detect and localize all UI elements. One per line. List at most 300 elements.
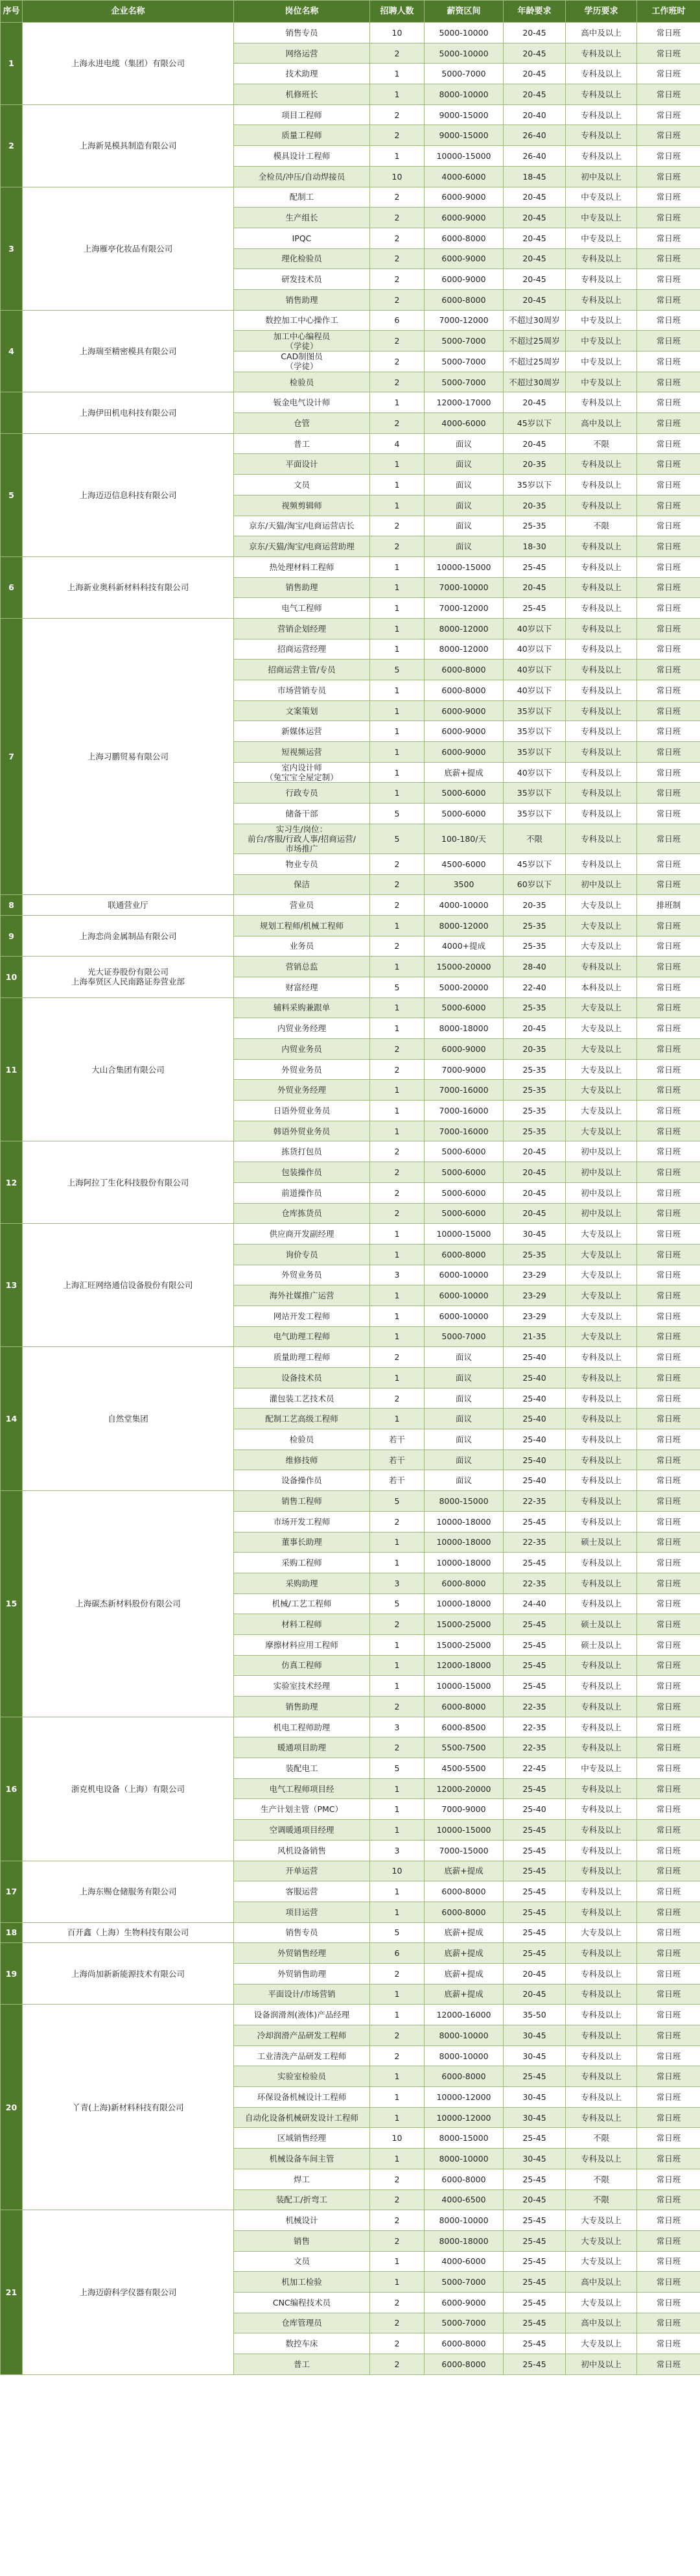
education-cell: 不限: [566, 516, 637, 536]
salary-cell: 6000-8000: [425, 1573, 504, 1593]
shift-cell: 常日班: [637, 2292, 700, 2313]
salary-cell: 10000-18000: [425, 1532, 504, 1553]
education-cell: 专科及以上: [566, 1902, 637, 1922]
group-index-cell: 14: [1, 1347, 23, 1491]
headcount-cell: 10: [370, 2128, 425, 2149]
age-cell: 23-29: [504, 1306, 566, 1326]
salary-cell: 面议: [425, 536, 504, 557]
headcount-cell: 若干: [370, 1470, 425, 1491]
table-row: [1, 895, 700, 916]
education-cell: 专科及以上: [566, 43, 637, 64]
education-cell: 专科及以上: [566, 495, 637, 516]
table-row: [1, 1943, 700, 1964]
education-cell: 大专及以上: [566, 1244, 637, 1265]
salary-cell: 6000-9000: [425, 187, 504, 208]
shift-cell: 常日班: [637, 2230, 700, 2251]
salary-cell: 4000-10000: [425, 895, 504, 916]
age-cell: 22-35: [504, 1491, 566, 1512]
education-cell: 大专及以上: [566, 1101, 637, 1121]
age-cell: 25-45: [504, 2354, 566, 2375]
table-row: [1, 957, 700, 977]
salary-cell: 6000-8000: [425, 2066, 504, 2087]
age-cell: 25-45: [504, 1881, 566, 1902]
position-cell: 储备干部: [234, 804, 370, 824]
education-cell: 专科及以上: [566, 577, 637, 598]
education-cell: 中专及以上: [566, 372, 637, 392]
shift-cell: 常日班: [637, 1491, 700, 1512]
education-cell: 专科及以上: [566, 556, 637, 577]
age-cell: 21-35: [504, 1326, 566, 1347]
header-headcount: 招聘人数: [370, 1, 425, 23]
table-row: [1, 104, 700, 125]
salary-cell: 12000-16000: [425, 2005, 504, 2025]
headcount-cell: 1: [370, 1285, 425, 1306]
headcount-cell: 若干: [370, 1449, 425, 1470]
salary-cell: 6000-10000: [425, 1306, 504, 1326]
age-cell: 25-40: [504, 1429, 566, 1450]
education-cell: 专科及以上: [566, 2025, 637, 2046]
age-cell: 25-45: [504, 1634, 566, 1655]
education-cell: 专科及以上: [566, 1409, 637, 1429]
shift-cell: 常日班: [637, 1984, 700, 2005]
age-cell: 20-40: [504, 104, 566, 125]
education-cell: 专科及以上: [566, 1717, 637, 1737]
age-cell: 25-45: [504, 598, 566, 619]
headcount-cell: 2: [370, 2045, 425, 2066]
headcount-cell: 1: [370, 1984, 425, 2005]
shift-cell: 常日班: [637, 2045, 700, 2066]
education-cell: 专科及以上: [566, 248, 637, 269]
header-position: 岗位名称: [234, 1, 370, 23]
headcount-cell: 1: [370, 1409, 425, 1429]
shift-cell: 常日班: [637, 187, 700, 208]
education-cell: 不限: [566, 433, 637, 454]
education-cell: 专科及以上: [566, 1861, 637, 1881]
age-cell: 20-45: [504, 1162, 566, 1183]
shift-cell: 常日班: [637, 2313, 700, 2333]
salary-cell: 面议: [425, 1409, 504, 1429]
salary-cell: 7000-12000: [425, 310, 504, 331]
headcount-cell: 2: [370, 2189, 425, 2210]
group-index-cell: 10: [1, 957, 23, 997]
age-cell: 40岁以下: [504, 618, 566, 639]
education-cell: 专科及以上: [566, 289, 637, 310]
position-cell: 外贸销售助理: [234, 1963, 370, 1984]
education-cell: 初中及以上: [566, 874, 637, 895]
headcount-cell: 1: [370, 1101, 425, 1121]
headcount-cell: 2: [370, 248, 425, 269]
shift-cell: 常日班: [637, 1676, 700, 1697]
headcount-cell: 2: [370, 1511, 425, 1532]
headcount-cell: 2: [370, 874, 425, 895]
salary-cell: 3500: [425, 874, 504, 895]
education-cell: 初中及以上: [566, 166, 637, 187]
age-cell: 20-45: [504, 1182, 566, 1203]
group-index-cell: 8: [1, 895, 23, 916]
shift-cell: 常日班: [637, 2354, 700, 2375]
age-cell: 22-35: [504, 1737, 566, 1758]
age-cell: 30-45: [504, 1224, 566, 1245]
education-cell: 专科及以上: [566, 1347, 637, 1368]
age-cell: 18-45: [504, 166, 566, 187]
education-cell: 大专及以上: [566, 2333, 637, 2354]
age-cell: 25-35: [504, 1121, 566, 1141]
shift-cell: 常日班: [637, 639, 700, 660]
salary-cell: 面议: [425, 433, 504, 454]
education-cell: 硕士及以上: [566, 1634, 637, 1655]
shift-cell: 常日班: [637, 269, 700, 290]
age-cell: 25-40: [504, 1388, 566, 1409]
shift-cell: 常日班: [637, 536, 700, 557]
salary-cell: 7000-9000: [425, 1799, 504, 1820]
shift-cell: 常日班: [637, 1861, 700, 1881]
education-cell: 初中及以上: [566, 1141, 637, 1162]
education-cell: 专科及以上: [566, 824, 637, 853]
age-cell: 26-40: [504, 125, 566, 146]
position-cell: 仓库管理员: [234, 2313, 370, 2333]
company-name-cell: 上海汇旺网络通信设备股份有限公司: [23, 1224, 234, 1347]
age-cell: 25-45: [504, 1820, 566, 1841]
position-cell: 仿真工程师: [234, 1655, 370, 1676]
company-name-cell: 自然堂集团: [23, 1347, 234, 1491]
position-cell: 外贸销售经理: [234, 1943, 370, 1964]
shift-cell: 常日班: [637, 1121, 700, 1141]
age-cell: 40岁以下: [504, 680, 566, 701]
position-cell: 财富经理: [234, 977, 370, 997]
shift-cell: 常日班: [637, 2107, 700, 2128]
shift-cell: 常日班: [637, 84, 700, 105]
education-cell: 专科及以上: [566, 721, 637, 742]
headcount-cell: 2: [370, 1347, 425, 1368]
salary-cell: 6000-9000: [425, 742, 504, 763]
shift-cell: 常日班: [637, 228, 700, 248]
shift-cell: 常日班: [637, 2251, 700, 2272]
position-cell: 实验室检验员: [234, 2066, 370, 2087]
shift-cell: 常日班: [637, 1881, 700, 1902]
education-cell: 高中及以上: [566, 2272, 637, 2293]
age-cell: 25-45: [504, 2210, 566, 2231]
position-cell: 仓管: [234, 413, 370, 434]
education-cell: 专科及以上: [566, 125, 637, 146]
position-cell: 实验室技术经理: [234, 1676, 370, 1697]
education-cell: 专科及以上: [566, 2107, 637, 2128]
age-cell: 25-45: [504, 1676, 566, 1697]
shift-cell: 常日班: [637, 680, 700, 701]
headcount-cell: 2: [370, 2025, 425, 2046]
education-cell: 专科及以上: [566, 536, 637, 557]
headcount-cell: 1: [370, 1018, 425, 1039]
age-cell: 30-45: [504, 2045, 566, 2066]
education-cell: 专科及以上: [566, 1676, 637, 1697]
shift-cell: 常日班: [637, 104, 700, 125]
education-cell: 硕士及以上: [566, 1614, 637, 1635]
position-cell: 外贸业务员: [234, 1059, 370, 1080]
group-index-cell: 5: [1, 433, 23, 556]
salary-cell: 5000-7000: [425, 372, 504, 392]
position-cell: 实习生/岗位： 前台/客服/行政人事/招商运营/ 市场推广: [234, 824, 370, 853]
headcount-cell: 2: [370, 2169, 425, 2189]
education-cell: 专科及以上: [566, 2045, 637, 2066]
position-cell: 机电工程师助理: [234, 1717, 370, 1737]
headcount-cell: 2: [370, 1203, 425, 1224]
salary-cell: 5000-6000: [425, 1182, 504, 1203]
salary-cell: 面议: [425, 454, 504, 475]
salary-cell: 5000-10000: [425, 43, 504, 64]
headcount-cell: 1: [370, 1532, 425, 1553]
headcount-cell: 1: [370, 392, 425, 413]
table-row: [1, 915, 700, 936]
headcount-cell: 3: [370, 1573, 425, 1593]
headcount-cell: 2: [370, 1182, 425, 1203]
salary-cell: 6000-8000: [425, 1902, 504, 1922]
age-cell: 20-45: [504, 84, 566, 105]
position-cell: 配制工: [234, 187, 370, 208]
headcount-cell: 1: [370, 2107, 425, 2128]
salary-cell: 5500-7500: [425, 1737, 504, 1758]
position-cell: 仓库拣货员: [234, 1203, 370, 1224]
age-cell: 35岁以下: [504, 700, 566, 721]
shift-cell: 常日班: [637, 1532, 700, 1553]
group-index-cell: 15: [1, 1491, 23, 1717]
shift-cell: 常日班: [637, 2189, 700, 2210]
header-age: 年龄要求: [504, 1, 566, 23]
education-cell: 不限: [566, 2169, 637, 2189]
headcount-cell: 2: [370, 2230, 425, 2251]
salary-cell: 5000-7000: [425, 1326, 504, 1347]
age-cell: 23-29: [504, 1285, 566, 1306]
shift-cell: 常日班: [637, 495, 700, 516]
position-cell: 京东/天猫/淘宝/电商运营助理: [234, 536, 370, 557]
headcount-cell: 2: [370, 43, 425, 64]
position-cell: 普工: [234, 2354, 370, 2375]
education-cell: 专科及以上: [566, 1840, 637, 1861]
shift-cell: 常日班: [637, 1655, 700, 1676]
position-cell: 外贸业务经理: [234, 1080, 370, 1101]
salary-cell: 4000-6000: [425, 166, 504, 187]
position-cell: 营业员: [234, 895, 370, 916]
position-cell: 自动化设备机械研发设计工程师: [234, 2107, 370, 2128]
salary-cell: 6000-8000: [425, 1697, 504, 1717]
age-cell: 20-35: [504, 1039, 566, 1060]
education-cell: 中专及以上: [566, 331, 637, 352]
salary-cell: 10000-15000: [425, 1676, 504, 1697]
position-cell: 环保设备机械设计工程师: [234, 2087, 370, 2108]
age-cell: 20-45: [504, 1018, 566, 1039]
education-cell: 专科及以上: [566, 783, 637, 804]
age-cell: 25-35: [504, 1059, 566, 1080]
headcount-cell: 1: [370, 997, 425, 1018]
headcount-cell: 2: [370, 104, 425, 125]
position-cell: 平面设计/市场营销: [234, 1984, 370, 2005]
education-cell: 大专及以上: [566, 1265, 637, 1285]
table-row: [1, 23, 700, 43]
shift-cell: 常日班: [637, 660, 700, 680]
shift-cell: 常日班: [637, 783, 700, 804]
education-cell: 专科及以上: [566, 618, 637, 639]
salary-cell: 4000+提成: [425, 936, 504, 957]
shift-cell: 常日班: [637, 1388, 700, 1409]
age-cell: 25-45: [504, 2251, 566, 2272]
age-cell: 25-45: [504, 2066, 566, 2087]
position-cell: 文员: [234, 475, 370, 495]
position-cell: 营销企划经理: [234, 618, 370, 639]
position-cell: 装配工/折弯工: [234, 2189, 370, 2210]
age-cell: 22-40: [504, 977, 566, 997]
headcount-cell: 1: [370, 639, 425, 660]
education-cell: 专科及以上: [566, 2005, 637, 2025]
salary-cell: 6000-8500: [425, 1717, 504, 1737]
company-name-cell: 上海新晃模具制造有限公司: [23, 104, 234, 187]
headcount-cell: 10: [370, 1861, 425, 1881]
education-cell: 专科及以上: [566, 1368, 637, 1389]
shift-cell: 常日班: [637, 352, 700, 372]
salary-cell: 6000-9000: [425, 721, 504, 742]
age-cell: 35岁以下: [504, 783, 566, 804]
education-cell: 专科及以上: [566, 475, 637, 495]
position-cell: 包装操作员: [234, 1162, 370, 1183]
salary-cell: 面议: [425, 1470, 504, 1491]
shift-cell: 常日班: [637, 2210, 700, 2231]
age-cell: 25-35: [504, 1244, 566, 1265]
position-cell: 招商运营主管/专员: [234, 660, 370, 680]
age-cell: 25-45: [504, 1655, 566, 1676]
header-company: 企业名称: [23, 1, 234, 23]
headcount-cell: 1: [370, 475, 425, 495]
shift-cell: 常日班: [637, 1018, 700, 1039]
shift-cell: 常日班: [637, 1778, 700, 1799]
position-cell: CAD制图员 （学徒）: [234, 352, 370, 372]
shift-cell: 常日班: [637, 516, 700, 536]
education-cell: 专科及以上: [566, 680, 637, 701]
shift-cell: 常日班: [637, 804, 700, 824]
position-cell: CNC编程技术员: [234, 2292, 370, 2313]
headcount-cell: 2: [370, 516, 425, 536]
shift-cell: 常日班: [637, 2149, 700, 2169]
salary-cell: 8000-12000: [425, 618, 504, 639]
table-header: [1, 1, 700, 23]
position-cell: 理化检验员: [234, 248, 370, 269]
salary-cell: 面议: [425, 495, 504, 516]
headcount-cell: 2: [370, 331, 425, 352]
education-cell: 大专及以上: [566, 1080, 637, 1101]
education-cell: 专科及以上: [566, 1388, 637, 1409]
age-cell: 40岁以下: [504, 762, 566, 783]
shift-cell: 常日班: [637, 1203, 700, 1224]
salary-cell: 15000-25000: [425, 1614, 504, 1635]
header-salary: 薪资区间: [425, 1, 504, 23]
age-cell: 不超过25周岁: [504, 352, 566, 372]
education-cell: 大专及以上: [566, 997, 637, 1018]
position-cell: 机械/工艺工程师: [234, 1593, 370, 1614]
age-cell: 20-45: [504, 289, 566, 310]
shift-cell: 常日班: [637, 475, 700, 495]
education-cell: 专科及以上: [566, 1881, 637, 1902]
education-cell: 不限: [566, 2128, 637, 2149]
age-cell: 25-45: [504, 1840, 566, 1861]
education-cell: 大专及以上: [566, 1018, 637, 1039]
headcount-cell: 1: [370, 783, 425, 804]
salary-cell: 10000-18000: [425, 1593, 504, 1614]
education-cell: 专科及以上: [566, 1820, 637, 1841]
age-cell: 不限: [504, 824, 566, 853]
position-cell: 设备技术员: [234, 1368, 370, 1389]
position-cell: 招商运营经理: [234, 639, 370, 660]
table-row: [1, 618, 700, 639]
position-cell: 销售专员: [234, 1922, 370, 1943]
headcount-cell: 2: [370, 372, 425, 392]
education-cell: 中专及以上: [566, 1758, 637, 1779]
salary-cell: 底薪+提成: [425, 1861, 504, 1881]
group-index-cell: 1: [1, 23, 23, 105]
education-cell: 专科及以上: [566, 700, 637, 721]
education-cell: 专科及以上: [566, 853, 637, 874]
salary-cell: 6000-9000: [425, 248, 504, 269]
headcount-cell: 1: [370, 1224, 425, 1245]
education-cell: 专科及以上: [566, 1697, 637, 1717]
headcount-cell: 1: [370, 1778, 425, 1799]
position-cell: 销售助理: [234, 577, 370, 598]
age-cell: 60岁以下: [504, 874, 566, 895]
headcount-cell: 1: [370, 2005, 425, 2025]
position-cell: 室内设计师 （兔宝宝全屋定制）: [234, 762, 370, 783]
salary-cell: 6000-8000: [425, 680, 504, 701]
position-cell: 项目工程师: [234, 104, 370, 125]
shift-cell: 常日班: [637, 1182, 700, 1203]
education-cell: 大专及以上: [566, 1326, 637, 1347]
position-cell: 加工中心编程员 （学徒）: [234, 331, 370, 352]
headcount-cell: 1: [370, 957, 425, 977]
position-cell: 网络运营: [234, 43, 370, 64]
education-cell: 不限: [566, 2189, 637, 2210]
age-cell: 20-35: [504, 454, 566, 475]
age-cell: 25-35: [504, 516, 566, 536]
salary-cell: 8000-10000: [425, 2025, 504, 2046]
salary-cell: 10000-15000: [425, 556, 504, 577]
salary-cell: 7000-12000: [425, 598, 504, 619]
headcount-cell: 2: [370, 352, 425, 372]
education-cell: 大专及以上: [566, 1039, 637, 1060]
table-row: [1, 997, 700, 1018]
group-index-cell: 11: [1, 997, 23, 1141]
shift-cell: 常日班: [637, 1039, 700, 1060]
salary-cell: 6000-9000: [425, 269, 504, 290]
headcount-cell: 1: [370, 1306, 425, 1326]
headcount-cell: 1: [370, 1080, 425, 1101]
shift-cell: 常日班: [637, 454, 700, 475]
shift-cell: 常日班: [637, 1593, 700, 1614]
salary-cell: 10000-15000: [425, 1224, 504, 1245]
age-cell: 不超过30周岁: [504, 372, 566, 392]
headcount-cell: 10: [370, 23, 425, 43]
age-cell: 20-45: [504, 1203, 566, 1224]
headcount-cell: 1: [370, 2272, 425, 2293]
headcount-cell: 1: [370, 64, 425, 84]
salary-cell: 8000-18000: [425, 1018, 504, 1039]
age-cell: 20-45: [504, 1984, 566, 2005]
salary-cell: 7000-9000: [425, 1059, 504, 1080]
age-cell: 25-45: [504, 1943, 566, 1964]
shift-cell: 常日班: [637, 1614, 700, 1635]
age-cell: 35岁以下: [504, 721, 566, 742]
position-cell: 生产组长: [234, 208, 370, 228]
age-cell: 28-40: [504, 957, 566, 977]
shift-cell: 常日班: [637, 310, 700, 331]
shift-cell: 常日班: [637, 43, 700, 64]
shift-cell: 常日班: [637, 1573, 700, 1593]
position-cell: 检验员: [234, 1429, 370, 1450]
shift-cell: 常日班: [637, 1306, 700, 1326]
salary-cell: 10000-18000: [425, 1511, 504, 1532]
